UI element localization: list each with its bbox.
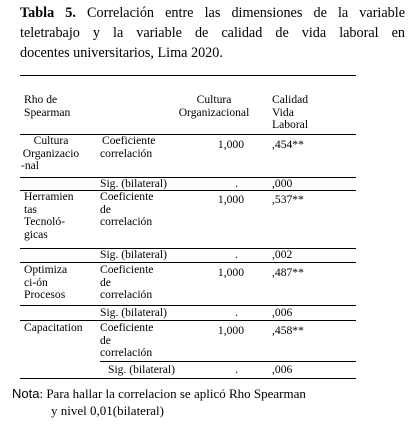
row1-coef-line-2: correlación [100,146,153,160]
row1-dimension [21,135,81,173]
row2-coef-line-1: Coeficiente [100,190,154,203]
row4-coef-label [100,322,153,360]
header-rho-line-2: Spearman [24,105,71,119]
caption-line-3: docentes universitarios, Lima 2020. [20,45,223,61]
note-text-1: : Para hallar la correlacion se aplicó Rho Spearman [39,386,306,401]
row1-cultura-value: 1,000 [217,138,244,151]
table-note [12,385,412,419]
row2-coef-rule [20,248,356,249]
row1-sig-label: Sig. (bilateral) [100,177,167,190]
row2-coef-label [100,191,153,229]
header-calidad-line-1: Calidad [272,93,309,106]
table-top-rule [20,75,356,76]
row2-dimension-line-4: gicas [24,227,48,241]
row1-dimension-line-3: -nal [21,159,40,173]
row3-dimension [24,264,67,302]
table-bottom-rule [20,378,356,379]
caption-label: Tabla 5. [20,5,76,21]
row3-coef-line-2: de [100,275,111,289]
row3-coef-rule [20,305,356,306]
header-calidad-cell [272,94,308,132]
caption-line-2: teletrabajo y la variable de calidad de vida laboral en [20,25,405,41]
row3-sig-calidad: ,006 [272,306,293,319]
row3-cultura-value: 1,000 [217,266,244,279]
row1-dimension-line-1: Cultura [33,134,69,147]
header-rho-line-1: Rho de [24,93,58,106]
row2-dimension-line-1: Herramien [24,190,74,203]
row1-coef-line-1: Coeficiente [102,134,156,147]
row4-dimension-line-1: Capacitation [24,321,83,334]
row1-calidad-value: ,454** [272,138,304,151]
row4-sig-cultura: . [235,363,238,376]
caption-line-1 [20,3,405,23]
row4-calidad-value: ,458** [272,324,304,337]
header-cultura-cell [170,94,258,119]
row2-dimension-line-2: tas [24,202,37,216]
row2-dimension [24,191,74,241]
row3-calidad-value: ,487** [272,266,304,279]
row2-calidad-value: ,537** [272,193,304,206]
row2-coef-line-3: correlación [100,215,153,229]
row4-coef-rule [100,361,356,362]
row1-dimension-line-2: Organizacio [22,146,80,160]
row1-sig-cultura: . [235,177,238,190]
row2-sig-calidad: ,002 [272,248,293,261]
row1-coef-rule [20,177,356,178]
row3-sig-label: Sig. (bilateral) [100,306,167,319]
note-label: Nota [12,386,40,401]
row4-dimension [24,322,83,335]
row3-coef-line-1: Coeficiente [100,263,154,276]
row3-dimension-line-1: Optimiza [24,263,68,276]
row4-coef-line-2: de [100,333,111,347]
row3-sig-cultura: . [235,306,238,319]
header-rho-cell [24,94,70,119]
header-cultura-line-2: Organizacional [178,105,250,119]
row2-sig-rule [20,262,356,263]
row1-coef-label [100,135,155,160]
row4-cultura-value: 1,000 [217,324,244,337]
note-line-2: y nivel 0,01(bilateral) [51,403,164,418]
row2-sig-label: Sig. (bilateral) [100,248,167,261]
row3-coef-label [100,264,153,302]
row2-coef-line-2: de [100,202,111,216]
row4-coef-line-3: correlación [100,346,153,360]
note-line-1 [12,386,306,401]
row2-cultura-value: 1,000 [217,193,244,206]
row4-sig-label: Sig. (bilateral) [108,363,175,376]
row2-dimension-line-3: Tecnoló- [24,215,66,229]
caption-title-1: Correlación entre las dimensiones de la variable [87,5,405,21]
row3-dimension-line-2: ci-ón [24,275,48,289]
header-cultura-line-1: Cultura [196,93,232,106]
row4-coef-line-1: Coeficiente [100,321,154,334]
row4-sig-calidad: ,006 [272,363,293,376]
row2-sig-cultura: . [235,248,238,261]
row3-dimension-line-3: Procesos [24,288,66,302]
row3-coef-line-3: correlación [100,288,153,302]
header-calidad-line-3: Laboral [272,118,309,132]
row1-sig-calidad: ,000 [272,177,293,190]
table-caption [20,3,405,63]
header-calidad-line-2: Vida [272,105,294,119]
